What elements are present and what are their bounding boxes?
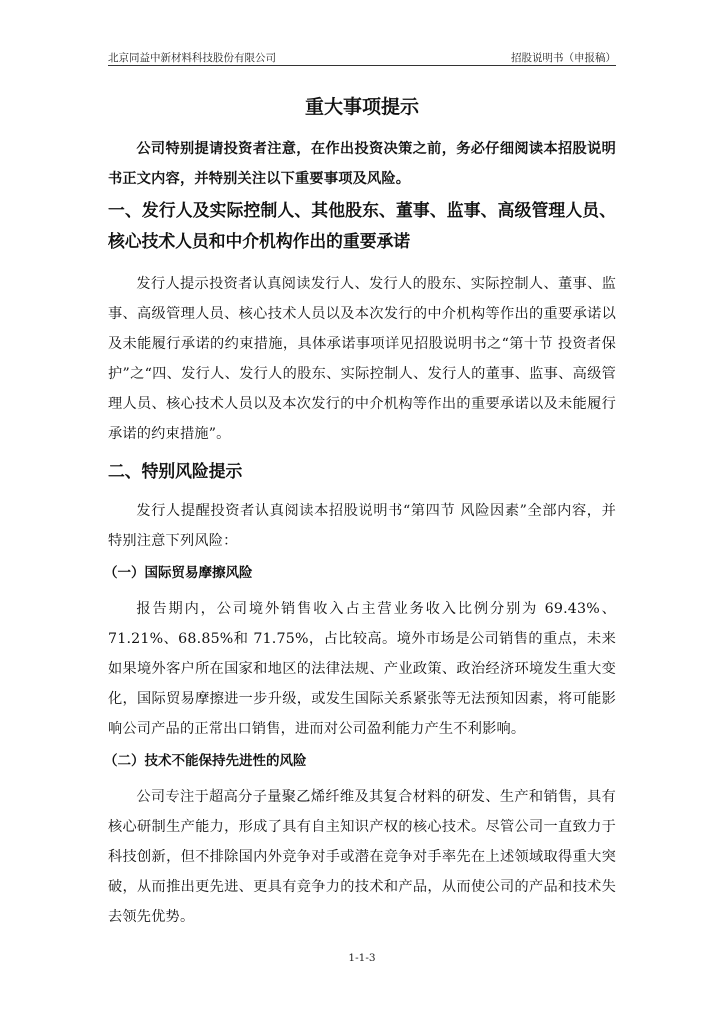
page-header xyxy=(108,50,616,66)
subsection-1-heading: （一）国际贸易摩擦风险 xyxy=(104,565,253,581)
subsection-1-body: 报告期内，公司境外销售收入占主营业务收入比例分别为 69.43%、71.21%、68.85%和 71.75%，占比较高。境外市场是公司销售的重点，未来如果境外客户所在国家和地区的法律法规、产业政策、政治经济环境发生重大变化，国际贸易摩擦进一步升级，或发生国际关系紧张等无法预知因素，将可能影响公司产品的正常出口销售，进而对公司盈利能力产生不利影响。 xyxy=(108,601,616,737)
section-2-body: 发行人提醒投资者认真阅读本招股说明书“第四节 风险因素”全部内容，并特别注意下列风险： xyxy=(108,503,616,549)
subsection-2-body: 公司专注于超高分子量聚乙烯纤维及其复合材料的研发、生产和销售，具有核心研制生产能力，形成了具有自主知识产权的核心技术。尽管公司一直致力于科技创新，但不排除国内外竞争对手或潜在竞争对手率先在上述领域取得重大突破，从而推出更先进、更具有竞争力的技术和产品，从而使公司的产品和技术失去领先优势。 xyxy=(108,789,616,925)
page-content xyxy=(104,92,616,932)
section-2-heading: 二、特别风险提示 xyxy=(108,461,243,481)
section-1-heading: 一、发行人及实际控制人、其他股东、董事、监事、高级管理人员、核心技术人员和中介机构作出的重要承诺 xyxy=(108,200,616,251)
header-document-type: 招股说明书（申报稿） xyxy=(511,52,616,64)
intro-paragraph: 公司特别提请投资者注意，在作出投资决策之前，务必仔细阅读本招股说明书正文内容，并特别关注以下重要事项及风险。 xyxy=(108,141,616,187)
section-1-body: 发行人提示投资者认真阅读发行人、发行人的股东、实际控制人、董事、监事、高级管理人员、核心技术人员以及本次发行的中介机构等作出的重要承诺以及未能履行承诺的约束措施，具体承诺事项详见招股说明书之“第十节 投资者保护”之“四、发行人、发行人的股东、实际控制人、发行人的董事、监事、高级管理人员、核心技术人员以及本次发行的中介机构等作出的重要承诺以及未能履行承诺的约束措施”。 xyxy=(108,276,616,442)
header-company-name: 北京同益中新材料科技股份有限公司 xyxy=(108,52,276,64)
page-title: 重大事项提示 xyxy=(304,96,419,118)
header-divider xyxy=(108,65,616,66)
subsection-2-heading: （二）技术不能保持先进性的风险 xyxy=(104,753,307,769)
page-number: 1-1-3 xyxy=(348,952,376,964)
